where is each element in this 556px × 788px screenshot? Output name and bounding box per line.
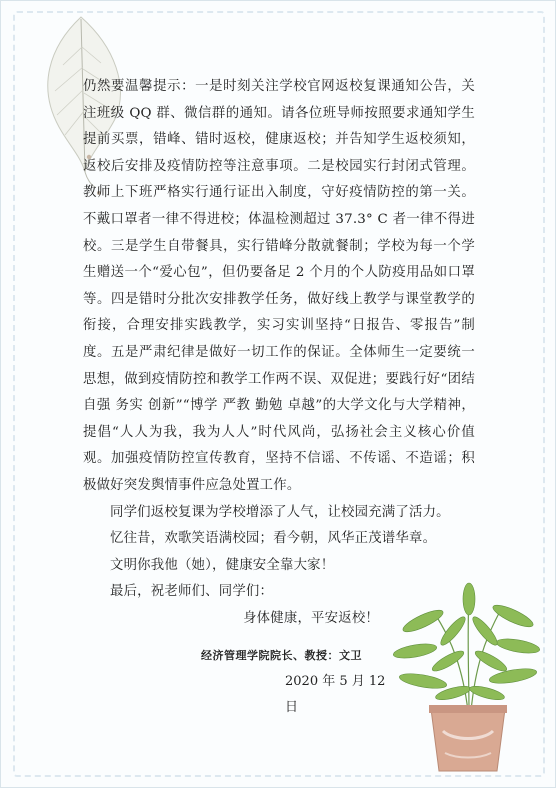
letter-body <box>83 74 475 632</box>
signer-name: 经济管理学院院长、教授：文卫 <box>201 649 362 662</box>
signature-block <box>201 643 401 721</box>
main-paragraph: 仍然要温馨提示：一是时刻关注学校官网返校复课通知公告，关注班级 QQ 群、微信群的通知。请各位班导师按照要求通知学生提前买票，错峰、错时返校，健康返校；并告知学生返校须知，返校后安排及疫情防控等注意事项。二是校园实行封闭式管理。教师上下班严格实行通行证出入制度，守好疫情防控的第一关。不戴口罩者一律不得进校；体温检测超过 37.3° C 者一律不得进校。三是学生自带餐具，实行错峰分散就餐制；学校为每一个学生赠送一个“爱心包”，但仍要备足 2 个月的个人防疫用品如口罩等。四是错时分批次安排教学任务，做好线上教学与课堂教学的衔接，合理安排实践教学，实习实训坚持“日报告、零报告”制度。五是严肃纪律是做好一切工作的保证。全体师生一定要统一思想，做到疫情防控和教学工作两不误、双促进；要践行好“团结 自强 务实 创新”“博学 严教 勤勉 卓越”的大学文化与大学精神，提倡“人人为我，我为人人”时代风尚，弘扬社会主义核心价值观。加强疫情防控宣传教育，坚持不信谣、不传谣、不造谣；积极做好突发舆情事件应急处置工作。 <box>83 79 475 493</box>
closing-line: 身体健康，平安返校！ <box>243 610 379 626</box>
paragraph-wishes: 最后，祝老师们、同学们： <box>110 584 274 600</box>
paragraph-vitality: 同学们返校复课为学校增添了人气，让校园充满了活力。 <box>110 504 450 520</box>
letter-date: 2020 年 5 月 12 日 <box>285 674 386 715</box>
paragraph-civility: 文明你我他（她），健康安全靠大家！ <box>110 557 335 573</box>
paragraph-recall: 忆往昔，欢歌笑语满校园；看今朝，风华正茂谱华章。 <box>110 531 437 547</box>
